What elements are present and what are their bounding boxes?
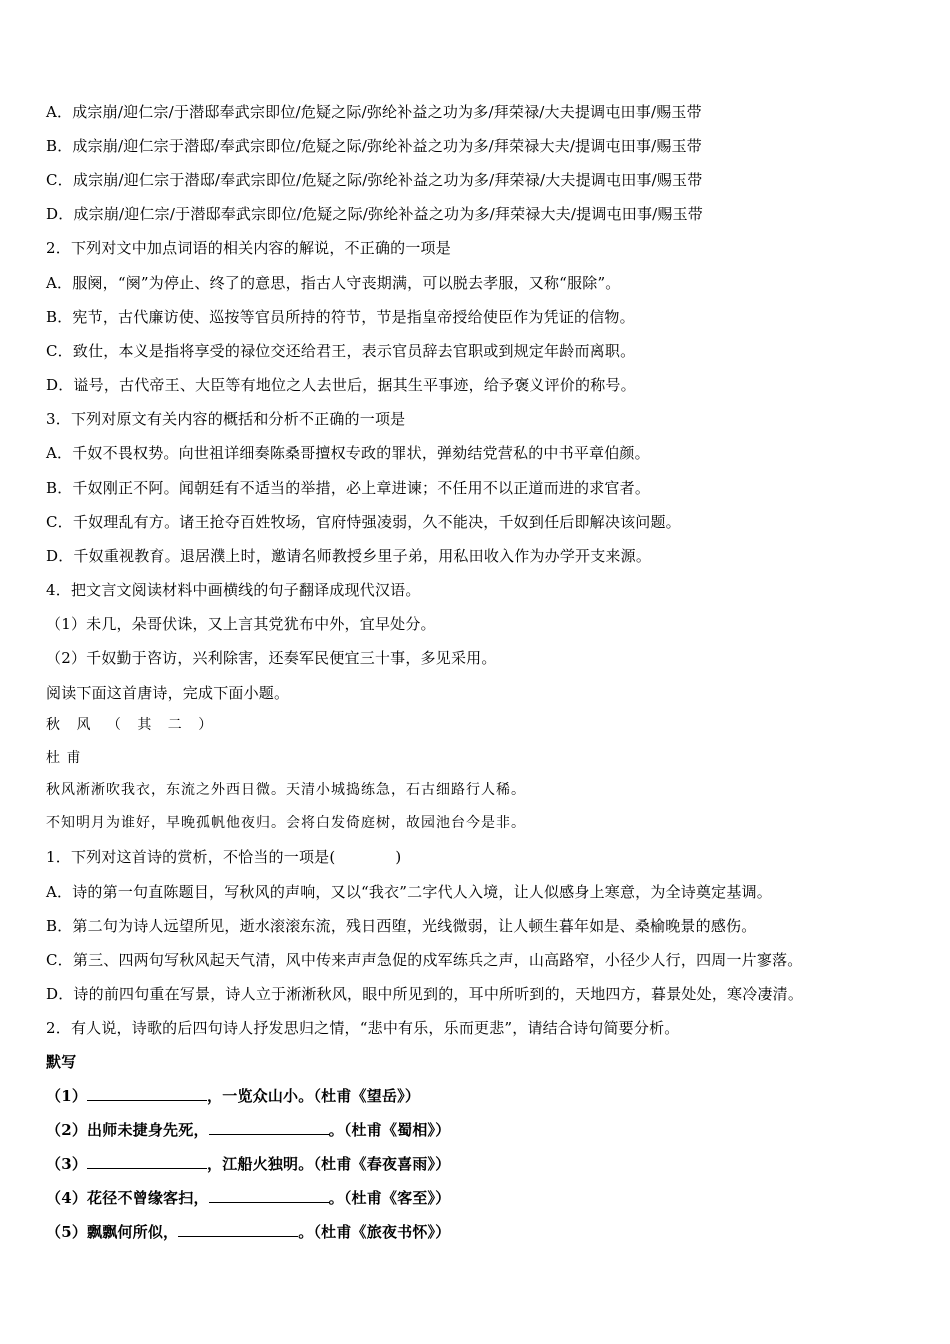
q1-option-c: C．成宗崩/迎仁宗于潜邸/奉武宗即位/危疑之际/弥纶补益之功为多/拜荣禄/大夫提调屯田事/赐玉带: [46, 171, 703, 189]
dictation-heading: 默写: [46, 1053, 77, 1071]
fill-blank[interactable]: [87, 1154, 207, 1169]
poem-q1-stem-text: 1．下列对这首诗的赏析，不恰当的一项是(: [46, 848, 336, 866]
q2-option-d: D．谥号，古代帝王、大臣等有地位之人去世后，据其生平事迹，给予褒义评价的称号。: [46, 376, 636, 394]
poem-q1-stem: [46, 846, 910, 868]
item-before: 飘飘何所似，: [87, 1223, 179, 1241]
dictation-item-3: [46, 1153, 910, 1175]
q3-option-a: A．千奴不畏权势。向世祖详细奏陈桑哥擅权专政的罪状，弹劾结党营私的中书平章伯颜。: [46, 444, 650, 462]
item-number: （3）: [46, 1155, 88, 1173]
poem-q1-option-d: D．诗的前四句重在写景，诗人立于淅淅秋风，眼中所见到的，耳中所听到的，天地四方，暮景处处，寒冷凄清。: [46, 985, 804, 1003]
fill-blank[interactable]: [87, 1086, 207, 1101]
item-after: 。（杜甫《客至》）: [328, 1189, 451, 1207]
q4-item-2: （2）千奴勤于咨访，兴利除害，还奏军民便宜三十事，多见采用。: [46, 649, 497, 667]
item-number: （5）: [46, 1223, 88, 1241]
dictation-item-5: [46, 1221, 910, 1243]
q1-option-a: A．成宗崩/迎仁宗/于潜邸奉武宗即位/危疑之际/弥纶补益之功为多/拜荣禄/大夫提调屯田事/赐玉带: [46, 103, 702, 121]
poem-intro: 阅读下面这首唐诗，完成下面小题。: [46, 684, 290, 702]
poem-q1-option-c: C．第三、四两句写秋风起天气清，风中传来声声急促的戍军练兵之声，山高路窄，小径少人行，四周一片寥落。: [46, 951, 803, 969]
poem-line-1: 秋风淅淅吹我衣，东流之外西日微。天清小城捣练急，石古细路行人稀。: [46, 782, 526, 798]
item-after: ，一览众山小。（杜甫《望岳》）: [207, 1087, 421, 1105]
q1-option-d: D．成宗崩/迎仁宗/于潜邸奉武宗即位/危疑之际/弥纶补益之功为多/拜荣禄大夫/提调屯田事/赐玉带: [46, 205, 704, 223]
fill-blank[interactable]: [178, 1222, 298, 1237]
dictation-item-2: [46, 1119, 910, 1141]
item-number: （4）: [46, 1189, 88, 1207]
poem-line-2: 不知明月为谁好，早晚孤帆他夜归。会将白发倚庭树，故园池台今是非。: [46, 815, 526, 831]
poem-q2-stem: 2．有人说，诗歌的后四句诗人抒发思归之情，“悲中有乐，乐而更悲”，请结合诗句简要分析。: [46, 1019, 680, 1037]
item-number: （1）: [46, 1087, 88, 1105]
item-before: 花径不曾缘客扫，: [87, 1189, 209, 1207]
fill-blank[interactable]: [209, 1120, 329, 1135]
poem-author: 杜 甫: [46, 750, 82, 766]
q2-option-c: C．致仕，本义是指将享受的禄位交还给君王，表示官员辞去官职或到规定年龄而离职。: [46, 342, 636, 360]
fill-blank[interactable]: [209, 1188, 329, 1203]
q3-option-d: D．千奴重视教育。退居濮上时，邀请名师教授乡里子弟，用私田收入作为办学开支来源。: [46, 547, 652, 565]
item-number: （2）: [46, 1121, 88, 1139]
q3-option-c: C．千奴理乱有方。诸王抢夺百姓牧场，官府恃强凌弱，久不能决，千奴到任后即解决该问题。: [46, 513, 681, 531]
q4-stem: 4．把文言文阅读材料中画横线的句子翻译成现代汉语。: [46, 581, 421, 599]
q2-option-b: B．宪节，古代廉访使、巡按等官员所持的符节，节是指皇帝授给使臣作为凭证的信物。: [46, 308, 635, 326]
poem-q1-option-b: B．第二句为诗人远望所见，逝水滚滚东流，残日西堕，光线微弱，让人顿生暮年如是、桑榆晚景的感伤。: [46, 917, 757, 935]
item-after: 。（杜甫《旅夜书怀》）: [298, 1223, 451, 1241]
q2-option-a: A．服阕，“阕”为停止、终了的意思，指古人守丧期满，可以脱去孝服，又称“服除”。: [46, 274, 621, 292]
item-after: 。（杜甫《蜀相》）: [328, 1121, 451, 1139]
poem-title: 秋 风 （ 其 二 ）: [46, 717, 219, 733]
item-after: ，江船火独明。（杜甫《春夜喜雨》）: [207, 1155, 451, 1173]
q3-option-b: B．千奴刚正不阿。闻朝廷有不适当的举措，必上章进谏；不任用不以正道而进的求官者。: [46, 479, 651, 497]
item-before: 出师未捷身先死，: [87, 1121, 209, 1139]
q3-stem: 3．下列对原文有关内容的概括和分析不正确的一项是: [46, 410, 406, 428]
q2-stem: 2．下列对文中加点词语的相关内容的解说，不正确的一项是: [46, 239, 451, 257]
poem-q1-option-a: A．诗的第一句直陈题目，写秋风的声响，又以“我衣”二字代人入境，让人似感身上寒意，为全诗奠定基调。: [46, 883, 772, 901]
dictation-item-4: [46, 1187, 910, 1209]
q1-option-b: B．成宗崩/迎仁宗于潜邸/奉武宗即位/危疑之际/弥纶补益之功为多/拜荣禄大夫/提调屯田事/赐玉带: [46, 137, 703, 155]
q4-item-1: （1）未几，朵哥伏诛，又上言其党犹布中外，宜早处分。: [46, 615, 436, 633]
dictation-item-1: [46, 1085, 910, 1107]
poem-q1-stem-close: ): [395, 848, 402, 866]
